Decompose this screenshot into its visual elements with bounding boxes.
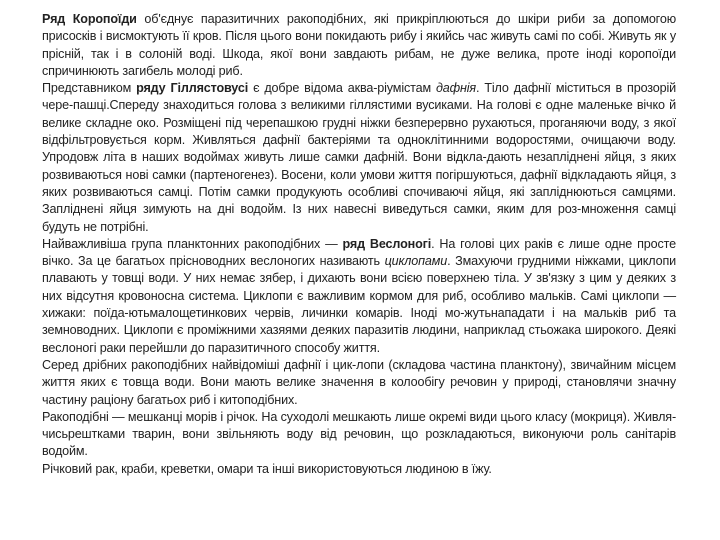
paragraph-cladocera — [42, 80, 676, 236]
paragraph-text: . Змахуючи грудними ніжками, циклопи плавають у товщі води. У них немає зябер, і дихають вони всією поверхнею тіла. У зв'язку з цим у деяких з них відсутня кровоносна система. Циклопи є важливим кормом для риб, особливо мальків. Самі циклопи — хижаки: поїда-ютьмалощетинкових червів, личинки комарів. Іноді мо-жутьнападати і на мальків риб та земноводних. Циклопи є проміжними хазяями деяких паразитів людини, наприклад стьожака широкого. Деякі веслоногі раки перейшли до паразитичного способу життя. — [42, 254, 676, 355]
paragraph-text: . На голові цих раків є лише одне просте вічко. За це багатьох прісноводних веслоногих називають — [42, 236, 676, 269]
term-cyclops: циклопами — [384, 254, 448, 269]
paragraph-text: Ракоподібні — мешканці морів і річок. На суходолі мешкають лише окремі види цього класу (мокриця). Живля-чисьрештками тварин, вони звільняють воду від речовин, що розкладаються, виконуючи роль санітарів водойм. — [42, 409, 676, 459]
paragraph-copepods — [42, 11, 676, 80]
paragraph-text: є добре відома аква-ріумістам — [248, 81, 436, 96]
paragraph-text: Представником — [42, 81, 137, 96]
paragraph-copepoda — [42, 236, 676, 357]
paragraph-text: Найважливіша група планктонних ракоподібних — — [42, 236, 343, 251]
paragraph-text: . Тіло дафнії міститься в прозорій чере-пашці.Спереду знаходиться голова з великими гіллястими вусиками. На голові є одне маленьке вічко й велике складне око. Розміщені під черепашкою грудні ніжки безперервно рухаються, проганяючи воду, з якої відфільтровується корм. Живляться дафнії бактеріями та одноклітинними водоростями, очищаючи воду. Упродовж літа в наших водоймах живуть лише самки дафній. Вони відкла-дають незапліднені яйця, з яких розвиваються нові самки (партеногенез). Восени, коли умови життя погіршуються, дафнії відкладають яйця, з яких розвиваються самці. Потім самки продукують особливі спочиваючі яйця, які запліднюються самцями. Запліднені яйця зимують на дні водойм. Із них навесні виведуться самки, яким для роз-множення самці будуть не потрібні. — [42, 81, 676, 234]
paragraph-text: Річковий рак, краби, креветки, омари та інші використовуються людиною в їжу. — [42, 461, 492, 476]
paragraph-text: Серед дрібних ракоподібних найвідоміші дафнії і цик-лопи (складова частина планктону), звичайним місцем життя яких є товща води. Вони мають велике значення в колообігу речовин у природі, становлячи значну частину раціону багатьох риб і китоподібних. — [42, 357, 676, 407]
paragraph-habitat — [42, 409, 676, 461]
order-name-copepods: Ряд Коропоїди — [42, 12, 137, 26]
paragraph-text: об'єднує паразитичних ракоподібних, які прикріплюються до шкіри риби за допомогою присосків і висмоктують її кров. Після цього вони покидають рибу і якийсь час живуть самі по собі. Живуть як у прісній, так і в солоній воді. Шкода, якої вони завдають рибам, не дуже велика, проте іноді коропоїди спричинюють загибель молоді риб. — [42, 12, 676, 78]
order-name-copepoda: ряд Веслоногі — [342, 236, 432, 251]
order-name-cladocera: ряду Гіллястовусі — [136, 81, 249, 96]
term-daphnia: дафнія — [435, 81, 477, 96]
paragraph-plankton — [42, 357, 676, 409]
document-body — [42, 11, 676, 478]
paragraph-food — [42, 461, 676, 478]
